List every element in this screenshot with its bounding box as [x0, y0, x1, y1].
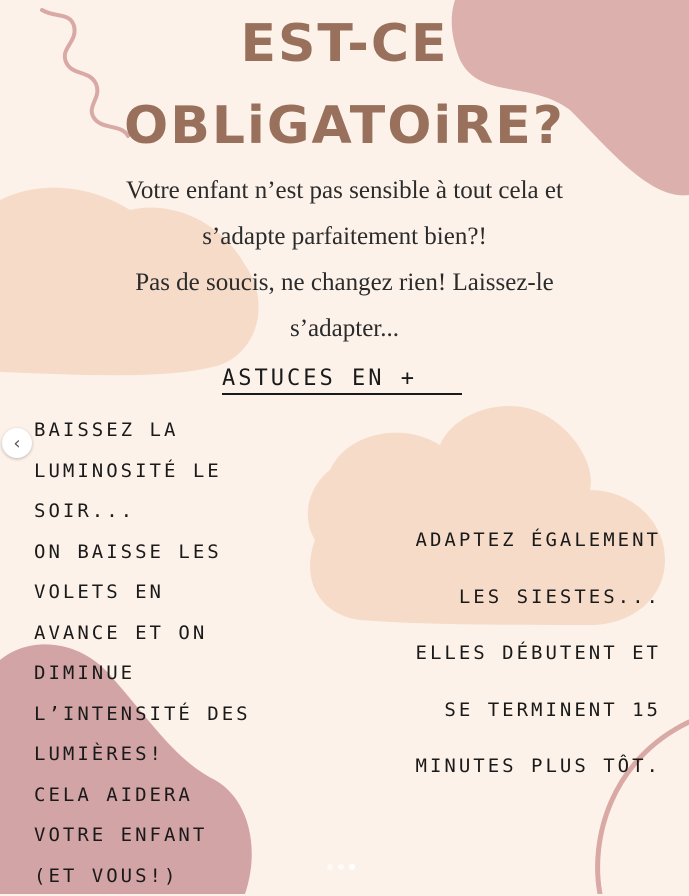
right-tip-line: LES SIESTES...: [321, 569, 661, 626]
left-tip-line: DIMINUE: [34, 653, 294, 694]
right-tip-line: SE TERMINENT 15: [321, 682, 661, 739]
left-tip-line: VOLETS EN: [34, 572, 294, 613]
right-tip-line: ELLES DÉBUTENT ET: [321, 625, 661, 682]
left-tip-line: (ET VOUS!): [34, 856, 294, 896]
left-tip-line: L’INTENSITÉ DES: [34, 694, 294, 735]
intro-line: s’adapte parfaitement bien?!: [30, 214, 659, 260]
right-tip-line: ADAPTEZ ÉGALEMENT: [321, 512, 661, 569]
right-tip-line: MINUTES PLUS TÔT.: [321, 738, 661, 795]
left-tip-line: SOIR...: [34, 491, 294, 532]
left-tip-line: CELA AIDERA: [34, 775, 294, 816]
carousel-dot-active[interactable]: [349, 864, 355, 870]
chevron-left-icon: ‹: [13, 433, 20, 454]
left-tip-line: BAISSEZ LA: [34, 410, 294, 451]
carousel-prev-button[interactable]: [2, 428, 32, 458]
carousel-dot[interactable]: [338, 864, 344, 870]
left-tip-line: LUMINOSITÉ LE: [34, 451, 294, 492]
left-tip-line: ON BAISSE LES: [34, 532, 294, 573]
intro-line: s’adapter...: [30, 306, 659, 352]
intro-line: Votre enfant n’est pas sensible à tout cela et: [30, 168, 659, 214]
page-title-line-2: OBLiGATOiRE?: [0, 96, 689, 156]
astuces-heading: ASTUCES EN +: [222, 366, 462, 395]
left-tip-line: VOTRE ENFANT: [34, 815, 294, 856]
carousel-dots: [327, 864, 355, 870]
intro-line: Pas de soucis, ne changez rien! Laissez-le: [30, 260, 659, 306]
left-tips: [34, 410, 294, 896]
left-tip-line: AVANCE ET ON: [34, 613, 294, 654]
left-tip-line: LUMIÈRES!: [34, 734, 294, 775]
page-title-line-1: EST-CE: [0, 14, 689, 74]
carousel-dot[interactable]: [327, 864, 333, 870]
intro-paragraph: [30, 168, 659, 352]
right-tips: [321, 512, 661, 795]
